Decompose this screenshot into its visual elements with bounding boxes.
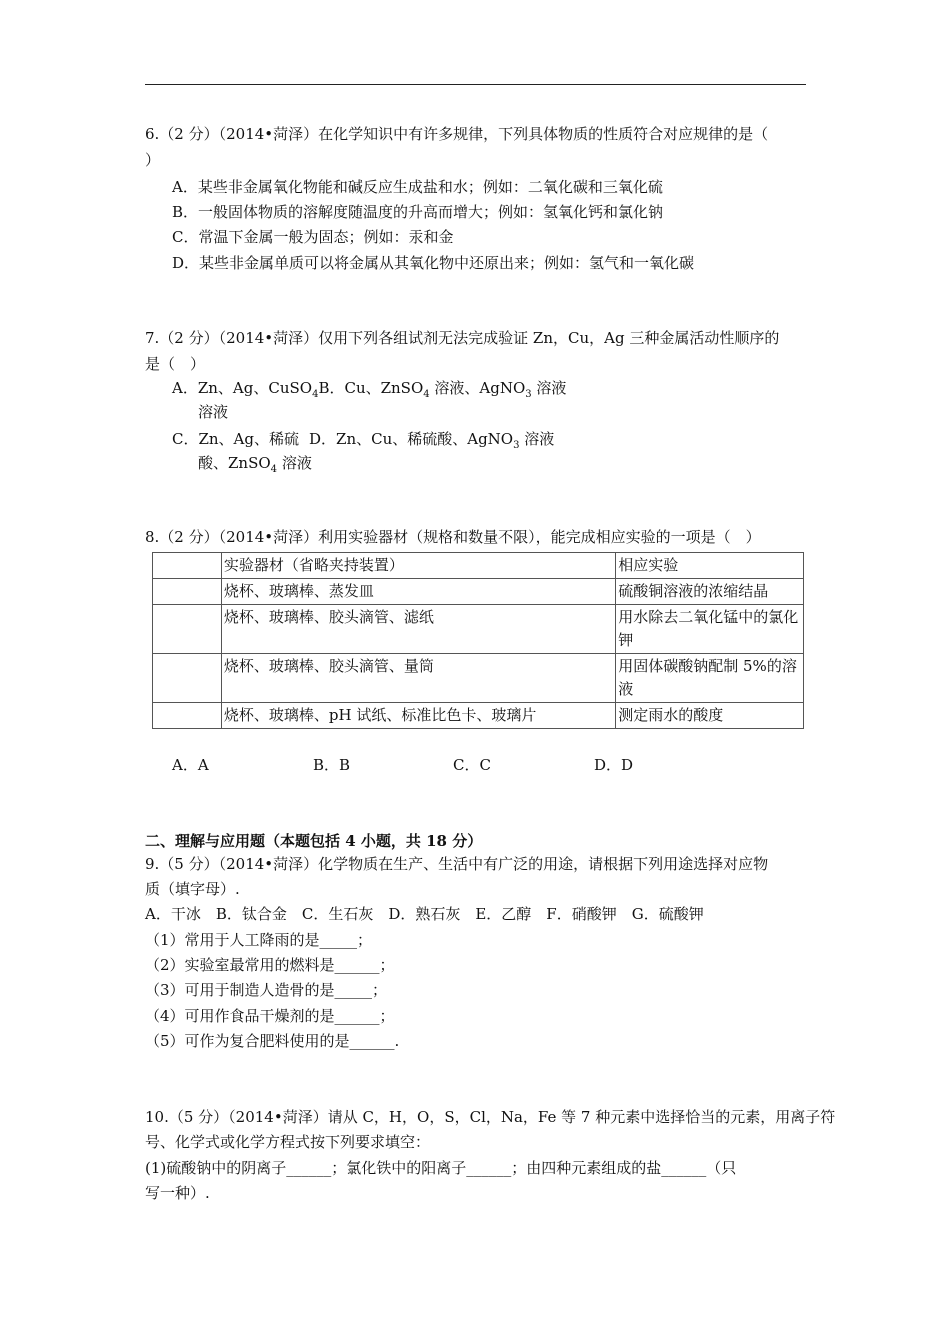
q7-stem: 7.（2 分）（2014•菏泽）仅用下列各组试剂无法完成验证 Zn，Cu，Ag 三种金属活动性顺序的 xyxy=(145,329,780,347)
q7-options-ab: A．Zn、Ag、CuSO$_4$B．Cu、ZnSO$_4$ 溶液、AgNO$_3$ 溶液 xyxy=(172,379,567,400)
header-experiment: 相应实验 xyxy=(616,553,804,579)
q8-answer-d: D．D xyxy=(594,756,634,774)
q6-option-a: A．某些非金属氧化物能和碱反应生成盐和水；例如：二氧化碳和三氧化硫 xyxy=(172,178,663,196)
q7-option-a: A．Zn、Ag、CuSO xyxy=(172,379,313,397)
q6-option-c: C．常温下金属一般为固态；例如：汞和金 xyxy=(172,228,454,246)
table-header-row xyxy=(153,553,804,579)
q7-option-c: C．Zn、Ag、稀硫 xyxy=(172,430,299,448)
q9-stem: 9.（5 分）（2014•菏泽）化学物质在生产、生活中有广泛的用途，请根据下列用途选择对应物 xyxy=(145,855,769,873)
q9-choices: A．干冰 B．钛合金 C．生石灰 D．熟石灰 E．乙醇 F．硝酸钾 G．硫酸钾 xyxy=(145,905,704,923)
q8-equipment-table xyxy=(152,552,804,729)
table-row: 烧杯、玻璃棒、胶头滴管、滤纸 用水除去二氧化锰中的氯化钾 xyxy=(153,605,804,654)
q7-option-a-cont: 溶液 xyxy=(198,403,229,421)
q9-item-1: （1）常用于人工降雨的是_____； xyxy=(145,931,373,949)
q10-item-1-cont: 写一种）. xyxy=(145,1184,210,1202)
q6-option-d: D．某些非金属单质可以将金属从其氧化物中还原出来；例如：氢气和一氧化碳 xyxy=(172,254,695,272)
q10-stem-cont: 号、化学式或化学方程式按下列要求填空： xyxy=(145,1133,431,1151)
header-rule xyxy=(145,84,806,85)
q6-option-b: B．一般固体物质的溶解度随温度的升高而增大；例如：氢氧化钙和氯化钠 xyxy=(172,203,664,221)
q10-item-1: (1)硫酸钠中的阴离子______；氯化铁中的阳离子______；由四种元素组成的盐______（只 xyxy=(145,1159,737,1177)
table-row: 烧杯、玻璃棒、蒸发皿 硫酸铜溶液的浓缩结晶 xyxy=(153,579,804,605)
q8-stem: 8.（2 分）（2014•菏泽）利用实验器材（规格和数量不限），能完成相应实验的一项是（ ） xyxy=(145,528,761,546)
q6-stem-cont: ） xyxy=(145,151,161,169)
section-2-title: 二、理解与应用题（本题包括 4 小题，共 18 分） xyxy=(145,832,483,850)
q7-options-cd: C．Zn、Ag、稀硫 D．Zn、Cu、稀硫酸、AgNO$_3$ 溶液 xyxy=(172,430,555,451)
q10-stem: 10.（5 分）（2014•菏泽）请从 C，H，O，S，Cl，Na，Fe 等 7 种元素中选择恰当的元素，用离子符 xyxy=(145,1108,836,1126)
q8-answer-b: B．B xyxy=(313,756,351,774)
q9-item-2: （2）实验室最常用的燃料是______； xyxy=(145,956,395,974)
q9-item-5: （5）可作为复合肥料使用的是______. xyxy=(145,1032,400,1050)
q7-option-b: B．Cu、ZnSO xyxy=(318,379,424,397)
table-row: 烧杯、玻璃棒、胶头滴管、量筒 用固体碳酸钠配制 5%的溶液 xyxy=(153,654,804,703)
q7-option-c-cont: 酸、ZnSO$_4$ 溶液 xyxy=(198,454,312,475)
q7-stem-cont: 是（ ） xyxy=(145,355,206,373)
q7-option-d: D．Zn、Cu、稀硫酸、AgNO xyxy=(309,430,514,448)
header-equipment: 实验器材（省略夹持装置） xyxy=(221,553,615,579)
table-row: 烧杯、玻璃棒、pH 试纸、标准比色卡、玻璃片 测定雨水的酸度 xyxy=(153,703,804,729)
q9-item-4: （4）可用作食品干燥剂的是______； xyxy=(145,1007,395,1025)
q6-stem: 6.（2 分）（2014•菏泽）在化学知识中有许多规律，下列具体物质的性质符合对应规律的是（ xyxy=(145,125,769,143)
q9-item-3: （3）可用于制造人造骨的是_____； xyxy=(145,981,388,999)
q8-answer-a: A．A xyxy=(172,756,209,774)
q9-stem-cont: 质（填字母）. xyxy=(145,880,240,898)
q8-answer-c: C．C xyxy=(453,756,491,774)
